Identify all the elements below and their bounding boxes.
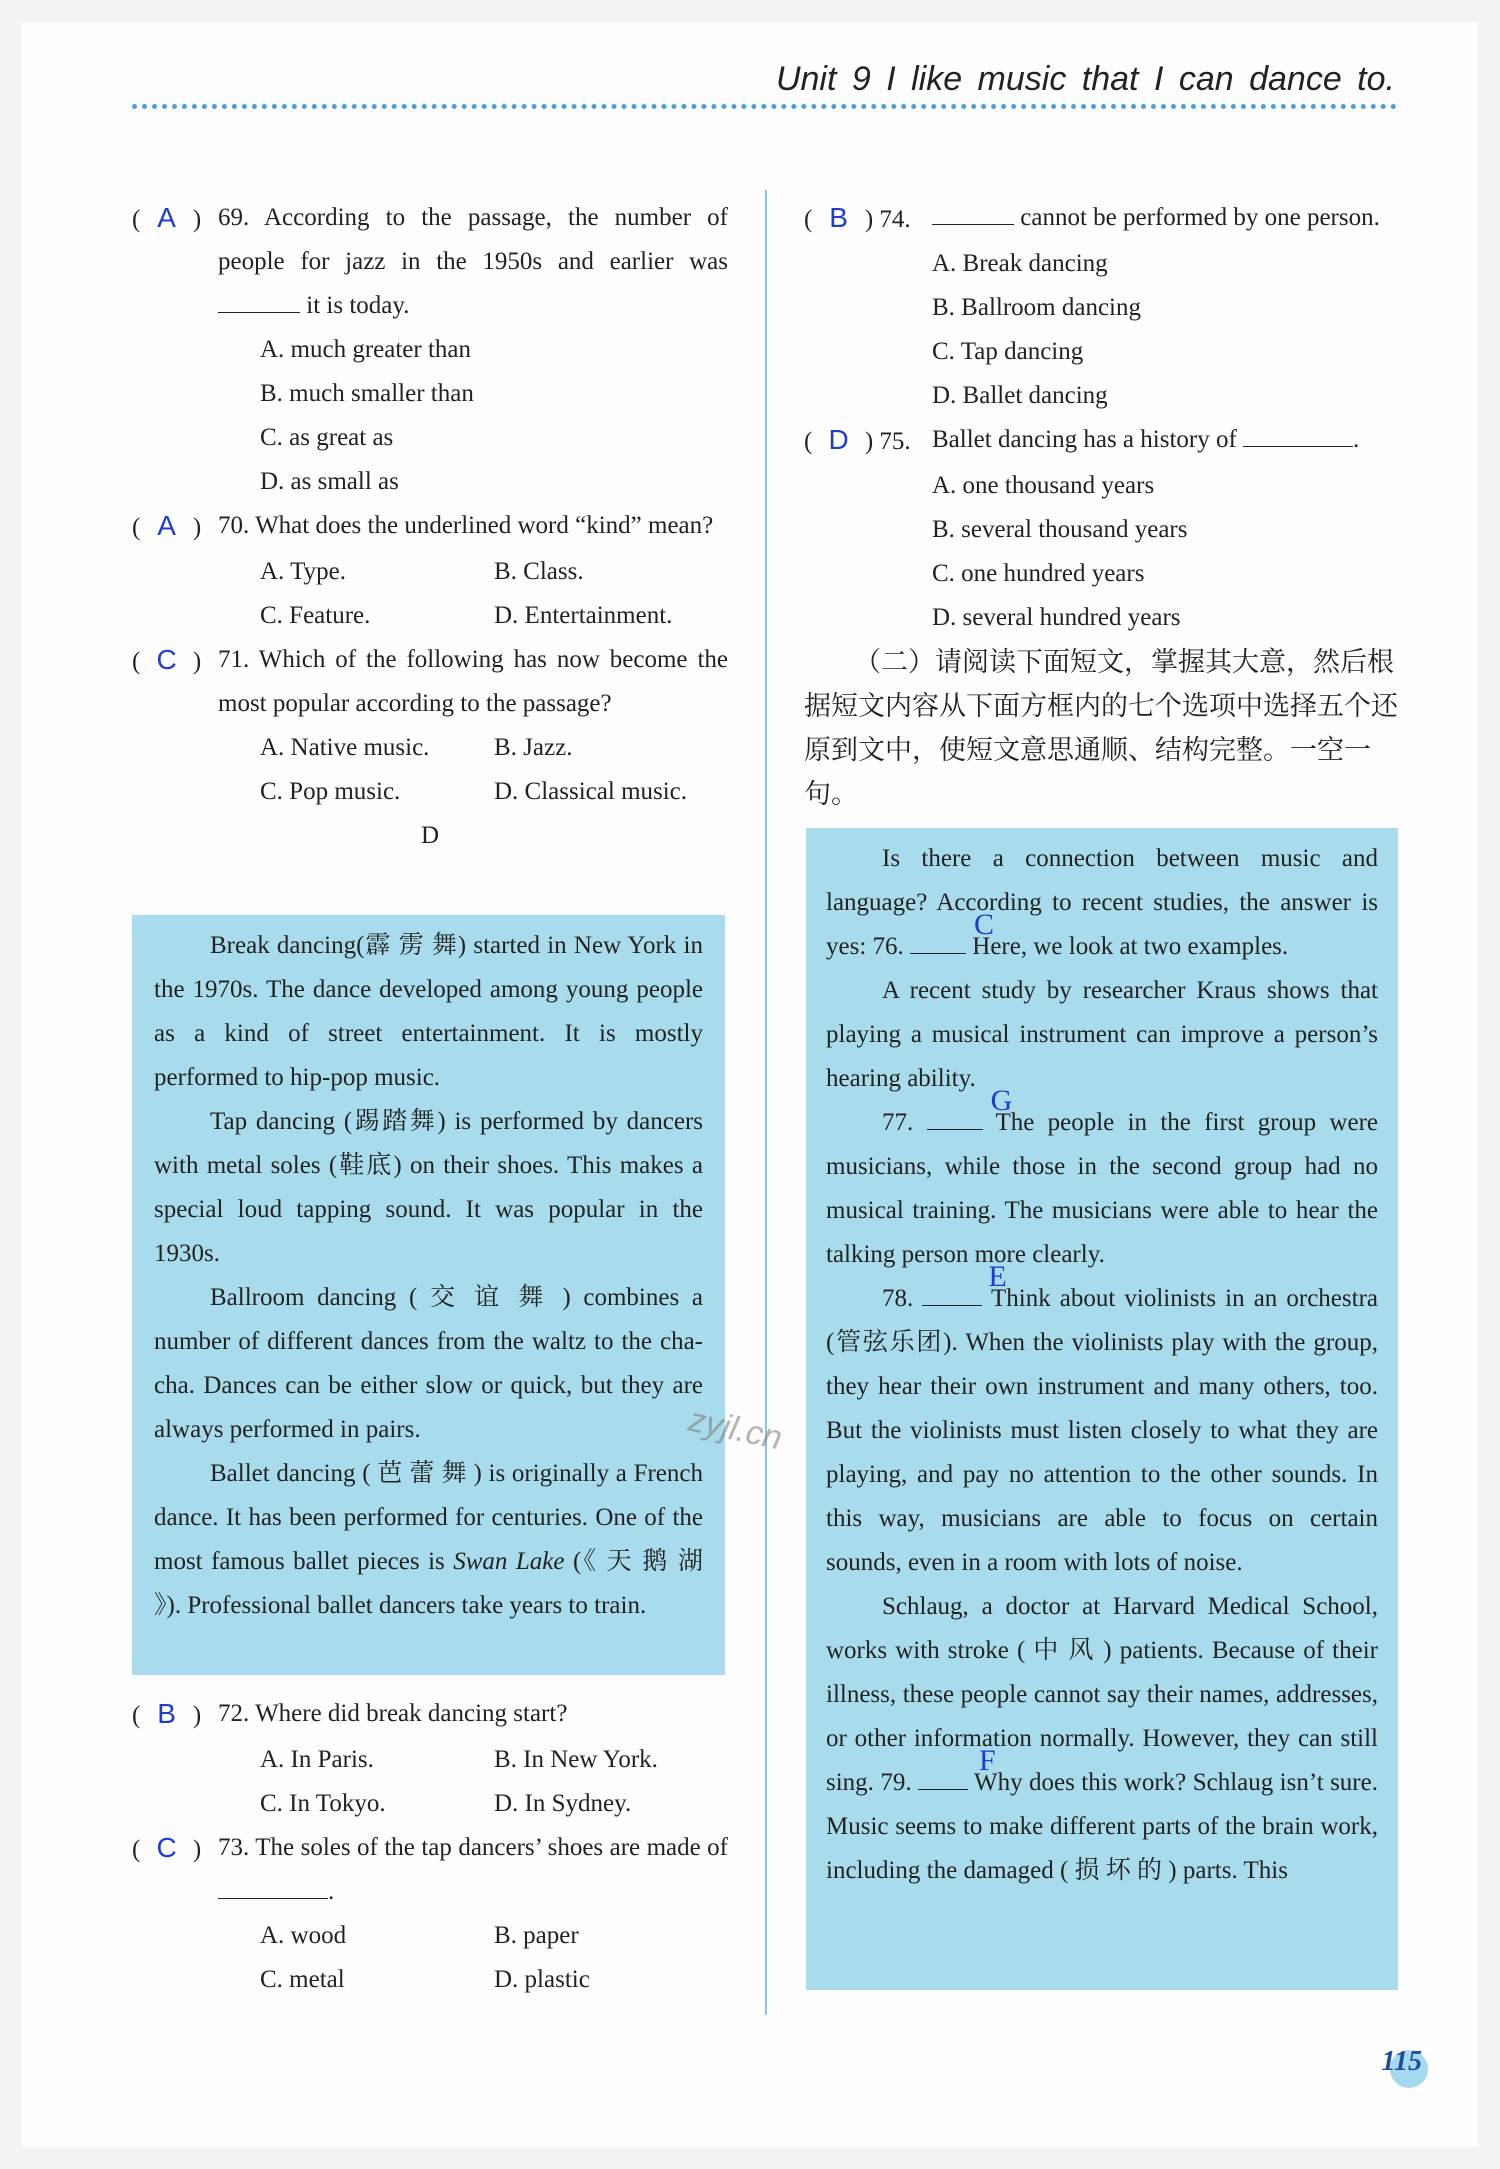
blank (218, 288, 300, 313)
option: D. Ballet dancing (932, 382, 1108, 409)
passage-2-box (806, 828, 1398, 1990)
option: B. Ballroom dancing (932, 294, 1141, 321)
option: A. Break dancing (932, 250, 1108, 277)
option: D. as small as (260, 468, 399, 495)
passage-d-box (132, 915, 725, 1675)
question-71: ( C ) 71. Which of the following has now become the most popular according to the passage? A. Native music. B. Jazz. C. Pop music. D. Classical music. (132, 638, 728, 814)
passage-paragraph: Break dancing(霹 雳 舞) started in New York in the 1970s. The dance developed among young people as a kind of street entertainment. It is mostly performed to hip-pop music. (154, 932, 703, 1091)
option: D. In Sydney. (494, 1790, 632, 1817)
option: B. Class. (494, 558, 584, 585)
column-divider (765, 190, 767, 2015)
answer-75: D (828, 424, 849, 455)
answer-70: A (157, 510, 176, 541)
option: C. metal (260, 1966, 345, 1993)
option: A. Type. (260, 558, 346, 585)
question-73: ( C ) 73. The soles of the tap dancers’ shoes are made of . A. wood B. paper C. metal D. plastic (132, 1826, 728, 2002)
answer-74: B (829, 202, 848, 233)
answer-69: A (157, 202, 176, 233)
option: C. In Tokyo. (260, 1790, 386, 1817)
option: A. In Paris. (260, 1746, 374, 1773)
passage-paragraph: Schlaug, a doctor at Harvard Medical School, works with stroke ( 中 风 ) patients. Because of their illness, these people cannot say their names, addresses, or other information normally. However, they can still sing. 79. F Why does this work? Schlaug isn’t sure. Music seems to make different parts of the brain work, including the damaged ( 损 坏 的 ) parts. This (826, 1593, 1378, 1884)
question-69: ( A ) 69. According to the passage, the number of people for jazz in the 1950s and earlier was it is today. A. much greater than B. much smaller than C. as great as D. as small as (132, 196, 728, 504)
answer-72: B (157, 1698, 176, 1729)
option: A. wood (260, 1922, 347, 1949)
option: B. several thousand years (932, 516, 1188, 543)
blank-78: E (922, 1279, 982, 1306)
option: B. Jazz. (494, 734, 573, 761)
option: D. Classical music. (494, 778, 688, 805)
page-number: 115 (1381, 2046, 1422, 2077)
passage-paragraph: A recent study by researcher Kraus shows that playing a musical instrument can improve a person’s hearing ability. (826, 977, 1378, 1092)
passage-paragraph: Ballroom dancing ( 交 谊 舞 ) combines a number of different dances from the waltz to the cha-cha. Dances can be either slow or quick, but they are always performed in pairs. (154, 1284, 703, 1443)
passage-paragraph: Is there a connection between music and language? According to recent studies, the answer is yes: 76. C Here, we look at two examples. (826, 845, 1378, 960)
answer-71: C (156, 644, 177, 675)
option: C. one hundred years (932, 560, 1145, 587)
header-dotted-rule (132, 104, 1397, 109)
option: B. In New York. (494, 1746, 658, 1773)
option: B. much smaller than (260, 380, 474, 407)
instructions: （二）请阅读下面短文，掌握其大意，然后根据短文内容从下面方框内的七个选项中选择五个还原到文中，使短文意思通顺、结构完整。一空一句。 (804, 647, 1398, 809)
option: C. Tap dancing (932, 338, 1084, 365)
question-75: ( D ) 75. Ballet dancing has a history of . A. one thousand years B. several thousand years C. one hundred years D. several hundred years (804, 418, 1400, 640)
blank-76: C (910, 927, 966, 954)
answer-73: C (156, 1832, 177, 1863)
passage-paragraph: 78. E Think about violinists in an orchestra (管弦乐团). When the violinists play with the group, they hear their own instrument and many others, too. But the violinists must listen closely to what they are playing, and pay no attention to the other sounds. In this way, musicians are able to focus on certain sounds, even in a room with lots of noise. (826, 1260, 1378, 1576)
option: C. as great as (260, 424, 394, 451)
option: A. Native music. (260, 734, 430, 761)
blank (932, 200, 1014, 225)
option: C. Pop music. (260, 778, 401, 805)
passage-paragraph: 77. G The people in the first group were musicians, while those in the second group had no musical training. The musicians were able to hear the talking person more clearly. (826, 1084, 1379, 1268)
passage-paragraph: Tap dancing (踢踏舞) is performed by dancers with metal soles (鞋底) on their shoes. This makes a special loud tapping sound. It was popular in the 1930s. (154, 1108, 703, 1267)
option: D. Entertainment. (494, 602, 673, 629)
right-column (804, 196, 1400, 816)
blank-77: G (927, 1103, 983, 1130)
question-72: ( B ) 72. Where did break dancing start? A. In Paris. B. In New York. C. In Tokyo. D. In Sydney. (132, 1692, 728, 1826)
blank-79: F (918, 1763, 968, 1790)
question-74: ( B ) 74. cannot be performed by one person. A. Break dancing B. Ballroom dancing C. Tap dancing D. Ballet dancing (804, 196, 1400, 418)
option: D. plastic (494, 1966, 590, 1993)
left-column-bottom (132, 1692, 728, 2002)
unit-title: Unit 9 I like music that I can dance to. (775, 60, 1395, 98)
left-column-top (132, 196, 728, 858)
passage-paragraph: Ballet dancing ( 芭 蕾 舞 ) is originally a French dance. It has been performed for centuries. One of the most famous ballet pieces is Swan Lake (《 天 鹅 湖 》). Professional ballet dancers take years to train. (154, 1460, 704, 1619)
option: A. much greater than (260, 336, 472, 363)
option: C. Feature. (260, 602, 371, 629)
blank (218, 1874, 328, 1899)
option: D. several hundred years (932, 604, 1181, 631)
option: A. one thousand years (932, 472, 1155, 499)
watermark: zyjl.cn (685, 1400, 786, 1458)
question-70: ( A ) 70. What does the underlined word “kind” mean? A. Type. B. Class. C. Feature. D. Entertainment. (132, 504, 728, 638)
blank (1243, 422, 1353, 447)
option: B. paper (494, 1922, 579, 1949)
section-letter: D (420, 822, 440, 849)
